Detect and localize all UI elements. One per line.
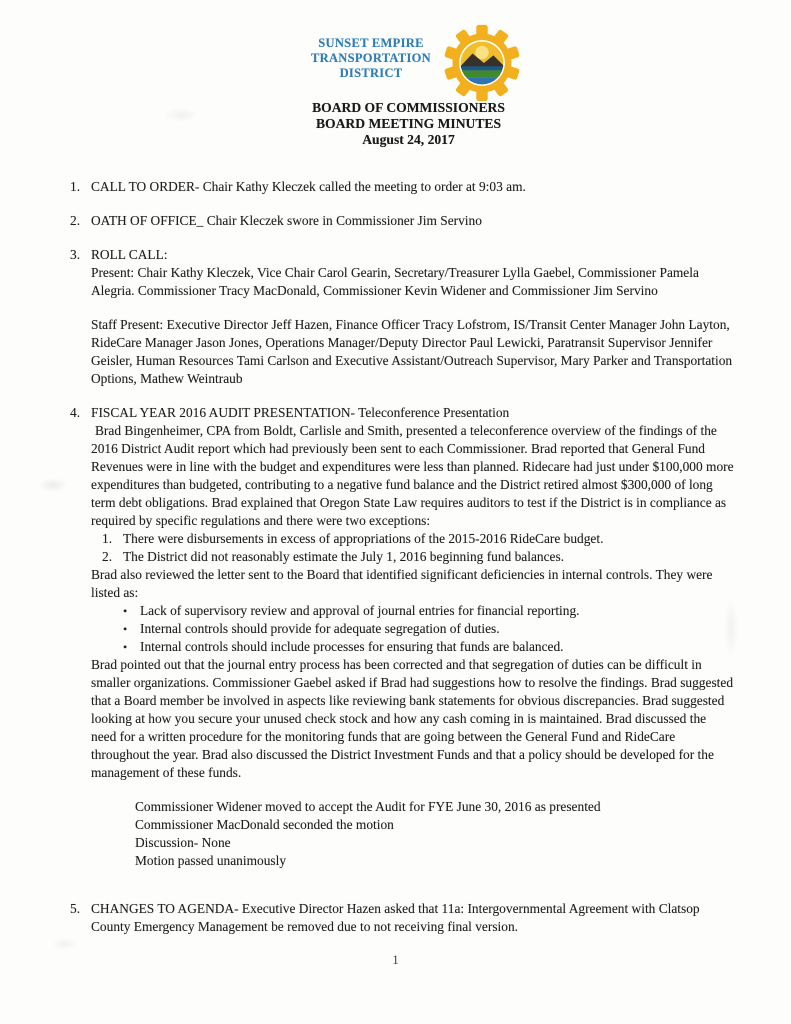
audit-presentation-section [91,404,734,870]
motion-line: Discussion- None [135,835,231,850]
bullet-icon: • [123,604,128,618]
page-number: 1 [392,953,399,967]
item-number: 3. [70,247,81,262]
exception-text: The District did not reasonably estimate the July 1, 2016 beginning fund balances. [123,549,565,564]
call-to-order-text: CALL TO ORDER- Chair Kathy Kleczek called the meeting to order at 9:03 am. [91,179,526,194]
motion-line: Commissioner Widener moved to accept the Audit for FYE June 30, 2016 as presented [135,799,601,814]
document-title-line: BOARD OF COMMISSIONERS [312,100,505,115]
deficiency-bullet-3 [123,638,734,656]
meeting-date: August 24, 2017 [362,132,455,147]
audit-paragraph-3: Brad pointed out that the journal entry process has been corrected and that segregation of duties can be difficult in smaller organizations. Commissioner Gaebel asked if Brad had suggestions how to resolve the findings. Brad suggested that a Board member be involved in aspects like reviewing bank statements for obvious discrepancies. Brad suggested looking at how you secure your unused check stock and how any cash coming in is maintained. Brad discussed the need for a written procedure for the monitoring funds that are going between the General Fund and RideCare throughout the year. Brad also discussed the District Investment Funds and that a policy should be developed for the management of these funds. [91,657,734,780]
audit-paragraph-2: Brad also reviewed the letter sent to the Board that identified significant deficiencies in internal controls. They were listed as: [91,567,713,600]
district-logo-gear-icon [441,23,523,103]
exception-number: 1. [102,531,113,546]
deficiency-bullet-1 [123,602,734,620]
changes-to-agenda-text: CHANGES TO AGENDA- Executive Director Hazen asked that 11a: Intergovernmental Agreement with Clatsop County Emergency Management be removed due to not receiving final version. [91,901,700,934]
motion-line: Commissioner MacDonald seconded the motion [135,817,394,832]
agenda-item-3 [70,246,734,388]
staff-present: Staff Present: Executive Director Jeff Hazen, Finance Officer Tracy Lofstrom, IS/Transit Center Manager John Layton, RideCare Manager Jason Jones, Operations Manager/Deputy Director Paul Lewicki, Paratransit Supervisor Jennifer Geisler, Human Resources Tami Carlson and Executive Assistant/Outreach Supervisor, Mary Parker and Transportation Options, Mathew Weintraub [91,317,733,386]
audit-exception-2 [102,548,734,566]
agenda-item-5 [70,900,734,936]
exception-text: There were disbursements in excess of appropriations of the 2015-2016 RideCare budget. [123,531,604,546]
scan-smudge [38,478,68,492]
district-name [292,36,450,81]
agenda-item-2 [70,212,734,230]
audit-heading: FISCAL YEAR 2016 AUDIT PRESENTATION- Teleconference Presentation [91,405,510,420]
minutes-body [70,178,734,936]
audit-exception-1 [102,530,734,548]
district-name-line: DISTRICT [339,66,403,80]
agenda-item-1 [70,178,734,196]
roll-call-present: Present: Chair Kathy Kleczek, Vice Chair Carol Gearin, Secretary/Treasurer Lylla Gaebel, Commissioner Pamela Alegria. Commissioner Tracy MacDonald, Commissioner Kevin Widener and Commissioner Jim Servino [91,265,699,298]
deficiency-text: Internal controls should include processes for ensuring that funds are balanced. [140,639,564,654]
deficiency-text: Internal controls should provide for adequate segregation of duties. [140,621,500,636]
roll-call-section [91,246,734,388]
roll-call-heading: ROLL CALL: [91,247,168,262]
audit-paragraph-1: Brad Bingenheimer, CPA from Boldt, Carlisle and Smith, presented a teleconference overview of the findings of the 2016 District Audit report which had previously been sent to each Commissioner. Brad reported that General Fund Revenues were in line with the budget and expenditures were less than planned. Ridecare had just under $100,000 more expenditures than budgeted, contributing to a negative fund balance and the District retired almost $300,000 of long term debt obligations. Brad explained that Oregon State Law requires auditors to test if the District is in compliance as required by specific regulations and there were two exceptions: [91,423,734,528]
document-title-line: BOARD MEETING MINUTES [315,116,502,131]
item-number: 2. [70,213,81,228]
scan-smudge [52,938,78,950]
exception-number: 2. [102,549,113,564]
deficiency-bullet-2 [123,620,734,638]
agenda-item-4 [70,404,734,870]
document-title [13,100,791,148]
oath-of-office-text: OATH OF OFFICE_ Chair Kleczek swore in Commissioner Jim Servino [91,213,482,228]
district-name-line: SUNSET EMPIRE [318,36,424,50]
item-number: 4. [70,405,81,420]
motion-block [135,798,734,870]
deficiency-text: Lack of supervisory review and approval of journal entries for financial reporting. [140,603,580,618]
item-number: 5. [70,901,81,916]
motion-line: Motion passed unanimously [135,853,287,868]
district-name-line: TRANSPORTATION [311,51,431,65]
bullet-icon: • [123,640,128,654]
item-number: 1. [70,179,81,194]
bullet-icon: • [123,622,128,636]
